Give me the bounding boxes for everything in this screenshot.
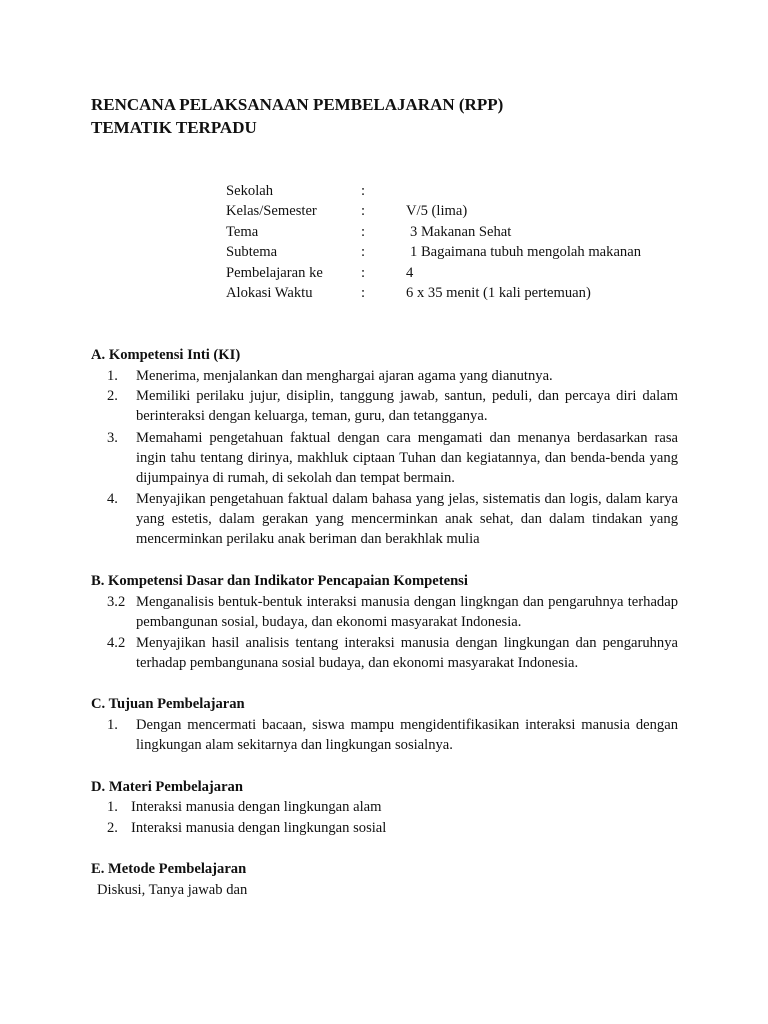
list-item: Menyajikan pengetahuan faktual dalam bahasa yang jelas, sistematis dan logis, dalam karya yang estetis, dalam gerakan yang mencerminkan anak sehat, dan dalam tindakan yang mencerminkan perilaku anak beriman dan berakhlak mulia (136, 491, 678, 547)
list-number: 4. (107, 491, 118, 507)
list-number: 1. (107, 717, 118, 733)
identity-separator: : (361, 265, 366, 281)
list-number: 1. (107, 799, 118, 815)
section-e-text: Diskusi, Tanya jawab dan (97, 882, 248, 898)
list-item: Menerima, menjalankan dan menghargai ajaran agama yang dianutnya. (136, 368, 553, 384)
list-number: 1. (107, 368, 118, 384)
list-number: 4.2 (107, 635, 126, 651)
identity-separator: : (361, 244, 366, 260)
list-item: Menyajikan hasil analisis tentang interaksi manusia dengan lingkungan dan pengaruhnya terhadap pembangunana sosial budaya, dan ekonomi masyarakat Indonesia. (136, 635, 678, 671)
section-b-heading: B. Kompetensi Dasar dan Indikator Pencapaian Kompetensi (91, 573, 468, 589)
document-title: RENCANA PELAKSANAAN PEMBELAJARAN (RPP) (91, 95, 504, 114)
identity-label-sekolah: Sekolah (226, 183, 274, 199)
section-d-heading: D. Materi Pembelajaran (91, 779, 243, 795)
list-item: Memahami pengetahuan faktual dengan cara mengamati dan menanya berdasarkan rasa ingin tahu tentang dirinya, makhluk ciptaan Tuhan dan kegiatannya, dan benda-benda yang dijumpainya di rumah, di sekolah dan tempat bermain. (136, 430, 678, 486)
identity-label-tema: Tema (226, 224, 259, 240)
identity-value-subtema: 1 Bagaimana tubuh mengolah makanan (410, 244, 641, 260)
identity-label-subtema: Subtema (226, 244, 278, 260)
list-item: Menganalisis bentuk-bentuk interaksi manusia dengan lingkngan dan pengaruhnya terhadap pembangunan sosial, budaya, dan ekonomi masyarakat Indonesia. (136, 594, 678, 630)
identity-separator: : (361, 224, 366, 240)
section-a-heading: A. Kompetensi Inti (KI) (91, 347, 241, 363)
document-subtitle: TEMATIK TERPADU (91, 118, 257, 137)
identity-label-kelas: Kelas/Semester (226, 203, 317, 219)
list-item: Interaksi manusia dengan lingkungan alam (131, 799, 382, 815)
identity-value-pembelajaran: 4 (406, 265, 414, 281)
section-e-heading: E. Metode Pembelajaran (91, 861, 247, 877)
identity-label-pembelajaran: Pembelajaran ke (226, 265, 323, 281)
identity-label-alokasi: Alokasi Waktu (226, 285, 313, 301)
list-number: 3. (107, 430, 118, 446)
list-number: 2. (107, 820, 118, 836)
list-number: 3.2 (107, 594, 126, 610)
identity-separator: : (361, 285, 366, 301)
section-c-heading: C. Tujuan Pembelajaran (91, 696, 245, 712)
list-item: Interaksi manusia dengan lingkungan sosial (131, 820, 387, 836)
identity-value-alokasi: 6 x 35 menit (1 kali pertemuan) (406, 285, 591, 301)
identity-separator: : (361, 183, 366, 199)
list-number: 2. (107, 388, 118, 404)
list-item: Dengan mencermati bacaan, siswa mampu mengidentifikasikan interaksi manusia dengan lingkungan alam sekitarnya dan lingkungan sosialnya. (136, 717, 678, 753)
identity-separator: : (361, 203, 366, 219)
identity-value-kelas: V/5 (lima) (406, 203, 468, 219)
list-item: Memiliki perilaku jujur, disiplin, tanggung jawab, santun, peduli, dan percaya diri dalam berinteraksi dengan keluarga, teman, guru, dan tetangganya. (136, 388, 678, 424)
identity-value-tema: 3 Makanan Sehat (410, 224, 512, 240)
